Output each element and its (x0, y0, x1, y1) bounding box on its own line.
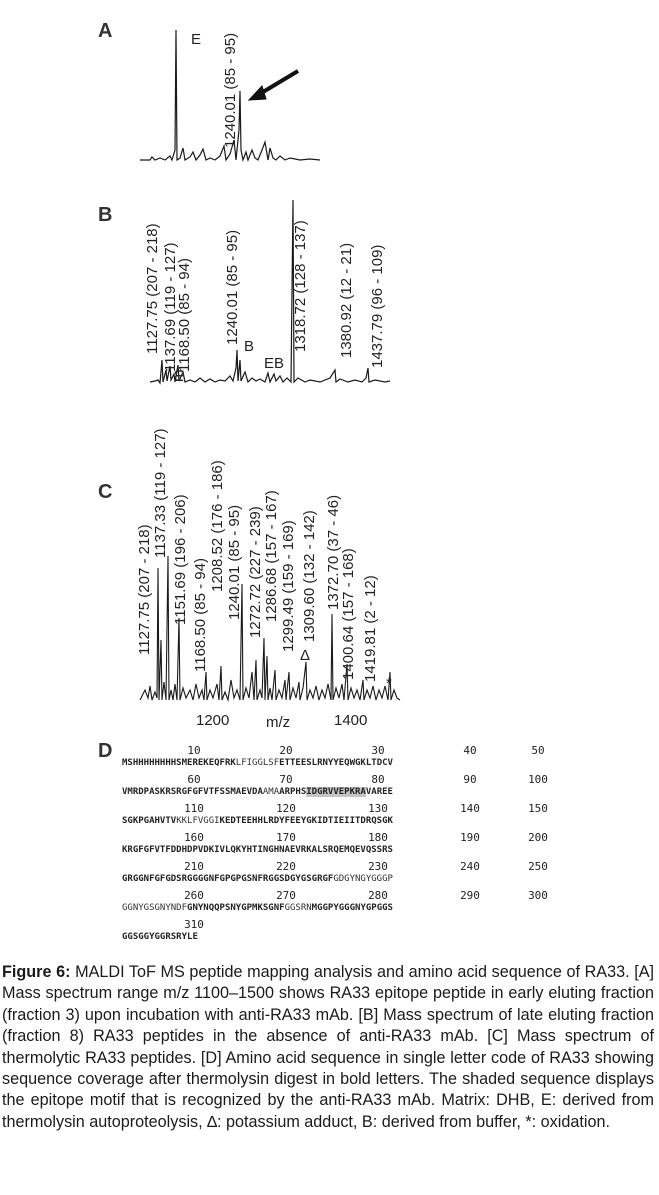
sequence-position-number: 140 (460, 802, 480, 815)
sequence-position-number: 160 (184, 831, 204, 844)
sequence-number-row (122, 802, 558, 816)
sequence-position-number: 50 (531, 744, 545, 757)
peak-label-b-1137: 1137.69 (119 - 127) (162, 242, 179, 372)
sequence-position-number: 100 (528, 773, 548, 786)
sequence-position-number: 300 (528, 889, 548, 902)
x-tick-1400: 1400 (334, 712, 368, 729)
sequence-number-row (122, 860, 558, 874)
peak-label-c-1286: 1286.68 (157 - 167) (263, 490, 280, 622)
peak-label-1240: 1240.01 (85 - 95) (222, 32, 239, 148)
sequence-position-number: 130 (368, 802, 388, 815)
x-axis-label: m/z (266, 714, 291, 731)
figure-caption (2, 962, 654, 1133)
sequence-position-number: 150 (528, 802, 548, 815)
caption-label: Figure 6: (2, 963, 71, 981)
sequence-position-number: 170 (276, 831, 296, 844)
sequence-covered-segment: MGGPYGGGNYGPGGS (311, 903, 393, 913)
peak-label-c-1208: 1208.52 (176 - 186) (209, 460, 226, 592)
sequence-position-number: 240 (460, 860, 480, 873)
peak-label-c-delta: Δ (300, 647, 311, 664)
sequence-covered-segment: GRGGNFGFGDSRGGGGNFGPGPGSNFRGGSDGYGSGRGF (122, 874, 334, 884)
sequence-line (122, 874, 393, 888)
sequence-covered-segment: ARPHS (279, 787, 307, 797)
peak-label-b-1318: 1318.72 (128 - 137) (292, 220, 309, 352)
peak-label-b-1380: 1380.92 (12 - 21) (338, 242, 355, 358)
peak-label-b-eb: EB (264, 355, 285, 372)
sequence-position-number: 210 (184, 860, 204, 873)
sequence-number-row (122, 831, 558, 845)
sequence-position-number: 40 (463, 744, 477, 757)
sequence-number-row (122, 773, 558, 787)
sequence-position-number: 230 (368, 860, 388, 873)
sequence-uncovered-segment: LFIGGLSF (235, 758, 280, 768)
sequence-position-number: 10 (187, 744, 201, 757)
sequence-uncovered-segment: AMA (262, 787, 280, 797)
sequence-uncovered-segment: KKLFVGGI (176, 816, 220, 826)
sequence-covered-segment: GGSGGYGGRSRYLE (122, 932, 198, 942)
peak-label-b-1437: 1437.79 (96 - 109) (369, 244, 386, 368)
sequence-position-number: 30 (371, 744, 385, 757)
peak-label-c-1151: 1151.69 (196 - 206) (172, 494, 189, 625)
sequence-position-number: 20 (279, 744, 293, 757)
sequence-position-number: 70 (279, 773, 293, 786)
sequence-line (122, 787, 393, 801)
peak-label-c-1309: 1309.60 (132 - 142) (301, 510, 318, 642)
sequence-uncovered-segment: GDGYNGYGGGP (333, 874, 393, 884)
sequence-number-row (122, 744, 558, 758)
peak-label-c-1168: 1168.50 (85 - 94) (192, 558, 209, 672)
sequence-covered-segment: VAREE (365, 787, 393, 797)
sequence-number-row (122, 918, 558, 932)
peak-label-c-1240: 1240.01 (85 - 95) (226, 504, 243, 620)
sequence-position-number: 260 (184, 889, 204, 902)
sequence-position-number: 190 (460, 831, 480, 844)
sequence-position-number: 220 (276, 860, 296, 873)
peak-label-b-1127: 1127.75 (207 - 218) (144, 223, 161, 354)
sequence-position-number: 80 (371, 773, 385, 786)
sequence-number-row (122, 889, 558, 903)
sequence-covered-segment: VMRDPASKRSRGFGFVTFSSMAEVDA (122, 787, 263, 797)
sequence-position-number: 110 (184, 802, 204, 815)
x-tick-1200: 1200 (196, 712, 230, 729)
sequence-covered-segment: ETTEESLRNYYEQWGKLTDCV (279, 758, 393, 768)
sequence-line (122, 903, 393, 917)
peak-label-b-1240: 1240.01 (85 - 95) (224, 229, 241, 345)
peak-label-c-oxidation: * (386, 675, 392, 692)
peak-label-b-1168: 1168.50 (85 - 94) (176, 258, 193, 372)
peak-label-c-1419: 1419.81 (2 - 12) (362, 575, 379, 682)
peak-label-c-1137: 1137.33 (119 - 127) (152, 428, 169, 558)
sequence-covered-segment: KEDTEEHHLRDYFEEYGKIDTIEIITDRQSGK (219, 816, 393, 826)
peak-label-b-m: m (170, 369, 187, 382)
sequence-covered-segment: KRGFGFVTFDDHDPVDKIVLQKYHTINGHNAEVRKALSRQEMQEVQSSRS (122, 845, 393, 855)
sequence-position-number: 310 (184, 918, 204, 931)
sequence-covered-segment: SGKPGAHVTV (122, 816, 177, 826)
sequence-position-number: 180 (368, 831, 388, 844)
sequence-position-number: 120 (276, 802, 296, 815)
sequence-position-number: 280 (368, 889, 388, 902)
peak-label-c-1372: 1372.70 (37 - 46) (325, 494, 342, 610)
peak-label-b-buffer: B (244, 338, 255, 355)
peak-label-e: E (191, 31, 202, 48)
sequence-panel (98, 740, 558, 955)
peak-label-c-1400: 1400.64 (157 - 168) (340, 548, 357, 680)
panel-b-letter: B (98, 204, 113, 226)
caption-text: MALDI ToF MS peptide mapping analysis and amino acid sequence of RA33. [A] Mass spectrum range m/z 1100–1500 shows RA33 epitope peptide in early eluting fraction (fraction 3) upon incubation with anti-RA33 mAb. [B] Mass spectrum of late eluting fraction (fraction 8) RA33 peptides in the absence of anti-RA33 mAb. [C] Mass spectrum of thermolytic RA33 peptides. [D] Amino acid sequence in single letter code of RA33 showing sequence coverage after thermolysin digest in bold letters. The shaded sequence displays the epitope motif that is recognized by the anti-RA33 mAb. Matrix: DHB, E: derived from thermolysin autoproteolysis, ∆: potassium adduct, B: derived from buffer, *: oxidation. (2, 963, 654, 1131)
sequence-position-number: 290 (460, 889, 480, 902)
sequence-position-number: 60 (187, 773, 201, 786)
sequence-position-number: 270 (276, 889, 296, 902)
sequence-covered-segment: GNYNQQPSNYGPMKSGNF (187, 903, 285, 913)
peak-label-c-1299: 1299.49 (159 - 169) (280, 520, 297, 652)
sequence-line (122, 816, 393, 830)
sequence-uncovered-segment: GGNYGSGNYNDF (122, 903, 188, 913)
panel-d-letter: D (98, 740, 113, 762)
peak-label-c-1272: 1272.72 (227 - 239) (247, 506, 264, 638)
sequence-epitope-segment: IDGRVVEPKRA (306, 787, 366, 797)
panel-a-arrow (249, 71, 298, 100)
sequence-covered-segment: MSHHHHHHHHSMEREKEQFRK (122, 758, 236, 768)
sequence-position-number: 200 (528, 831, 548, 844)
peak-label-c-1127: 1127.75 (207 - 218) (136, 524, 153, 655)
sequence-line (122, 758, 393, 772)
sequence-position-number: 90 (463, 773, 477, 786)
sequence-position-number: 250 (528, 860, 548, 873)
panel-c-letter: C (98, 481, 113, 503)
sequence-uncovered-segment: GGSRN (284, 903, 312, 913)
sequence-line (122, 932, 198, 946)
panel-a-letter: A (98, 20, 113, 42)
sequence-line (122, 845, 393, 859)
